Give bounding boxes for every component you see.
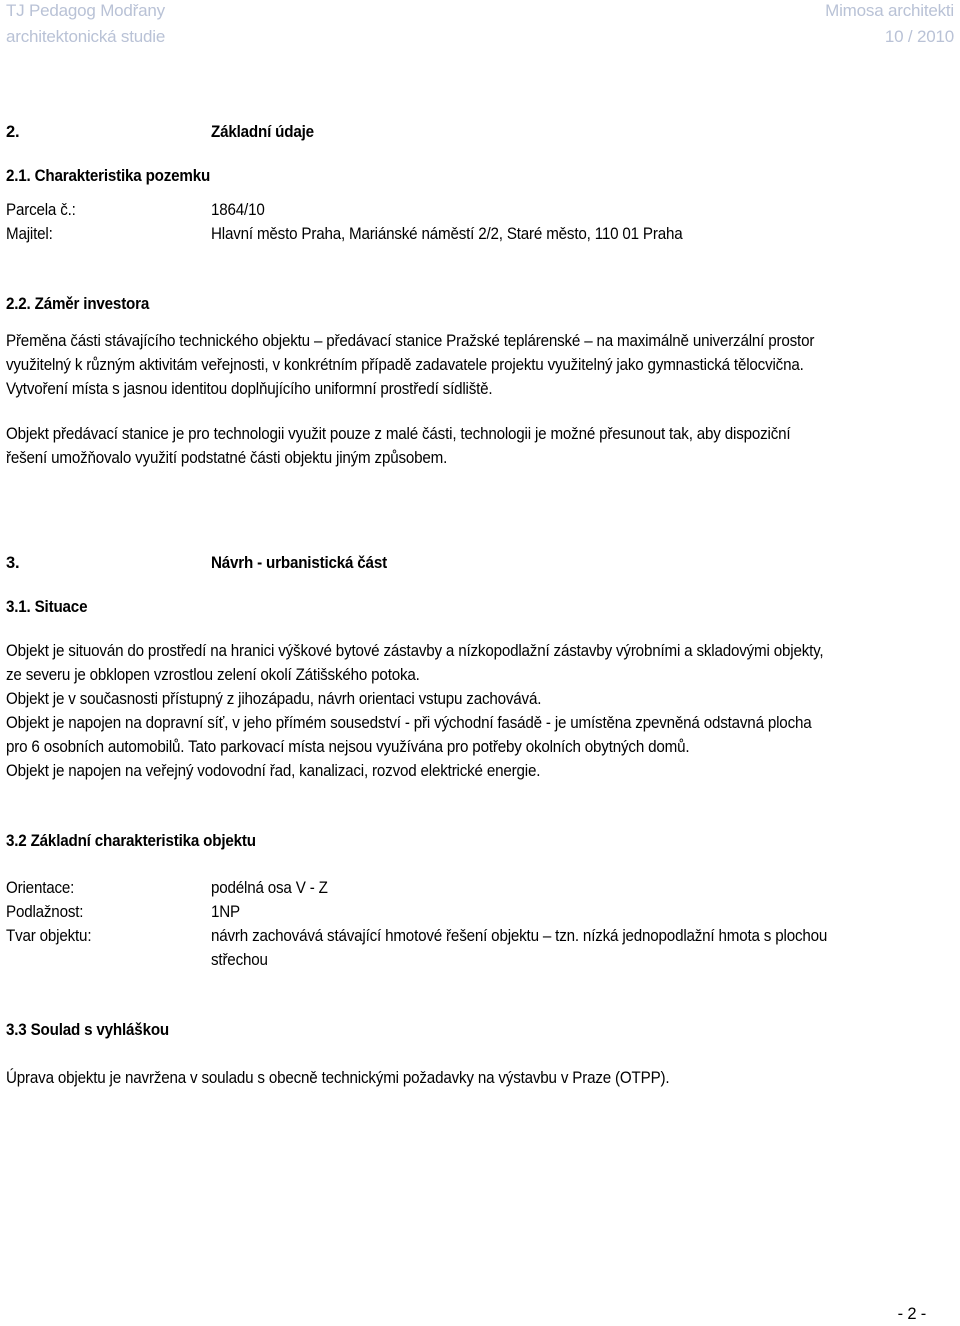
owner-value: Hlavní město Praha, Mariánské náměstí 2/2, Staré město, 110 01 Praha	[211, 225, 683, 243]
paragraph-line: řešení umožňovalo využití podstatné části objektu jiným způsobem.	[6, 449, 448, 467]
section-3-2-title: 3.2 Základní charakteristika objektu	[6, 832, 256, 850]
section-3-title: Návrh - urbanistická část	[211, 554, 387, 572]
parcel-value: 1864/10	[211, 201, 265, 219]
section-2-number: 2.	[6, 123, 20, 141]
paragraph-line: Objekt je napojen na dopravní síť, v jeho přímém sousedství - při východní fasádě - je umístěna zpevněná odstavná plocha	[6, 714, 812, 732]
section-3-1-title: 3.1. Situace	[6, 598, 88, 616]
section-3-3-title: 3.3 Soulad s vyhláškou	[6, 1021, 170, 1039]
shape-value-continued: střechou	[211, 951, 268, 969]
page-number: - 2 -	[897, 1305, 926, 1323]
investor-intent-paragraph-2	[6, 422, 926, 470]
situation-paragraph	[6, 639, 926, 783]
regulation-compliance-text: Úprava objektu je navržena v souladu s obecně technickými požadavky na výstavbu v Praze (OTPP).	[6, 1069, 670, 1087]
header-document-type: architektonická studie	[6, 27, 166, 46]
paragraph-line: Objekt je napojen na veřejný vodovodní řad, kanalizaci, rozvod elektrické energie.	[6, 762, 541, 780]
orientation-value: podélná osa V - Z	[211, 879, 328, 897]
paragraph-line: Objekt předávací stanice je pro technologii využit pouze z malé části, technologii je možné přesunout tak, aby dispoziční	[6, 425, 791, 443]
section-3-number: 3.	[6, 554, 20, 572]
section-2-2-title: 2.2. Záměr investora	[6, 295, 150, 313]
parcel-label: Parcela č.:	[6, 201, 76, 219]
section-2-title: Základní údaje	[211, 123, 314, 141]
header-author: Mimosa architekti	[825, 1, 954, 20]
paragraph-line: pro 6 osobních automobilů. Tato parkovací místa nejsou využívána pro potřeby okolních obytných domů.	[6, 738, 690, 756]
paragraph-line: Vytvoření místa s jasnou identitou doplňujícího uniformní prostředí sídliště.	[6, 380, 493, 398]
owner-label: Majitel:	[6, 225, 53, 243]
section-2-1-title: 2.1. Charakteristika pozemku	[6, 167, 211, 185]
header-date: 10 / 2010	[884, 27, 954, 46]
paragraph-line: Objekt je situován do prostředí na hranici výškové bytové zástavby a nízkopodlažní zástavby výrobními a skladovými objekty,	[6, 642, 824, 660]
floors-value: 1NP	[211, 903, 240, 921]
investor-intent-paragraph-1	[6, 329, 926, 401]
paragraph-line: Přeměna části stávajícího technického objektu – předávací stanice Pražské teplárenské – na maximálně univerzální prostor	[6, 332, 815, 350]
orientation-label: Orientace:	[6, 879, 75, 897]
paragraph-line: ze severu je obklopen vzrostlou zelení okolí Zátišského potoka.	[6, 666, 420, 684]
shape-label: Tvar objektu:	[6, 927, 92, 945]
header-project-name: TJ Pedagog Modřany	[6, 1, 165, 20]
floors-label: Podlažnost:	[6, 903, 84, 921]
paragraph-line: Objekt je v současnosti přístupný z jihozápadu, návrh orientaci vstupu zachovává.	[6, 690, 542, 708]
shape-value: návrh zachovává stávající hmotové řešení objektu – tzn. nízká jednopodlažní hmota s plochou	[211, 927, 828, 945]
paragraph-line: využitelný k různým aktivitám veřejnosti, v konkrétním případě zadavatele projektu využitelný jako gymnastická tělocvična.	[6, 356, 804, 374]
